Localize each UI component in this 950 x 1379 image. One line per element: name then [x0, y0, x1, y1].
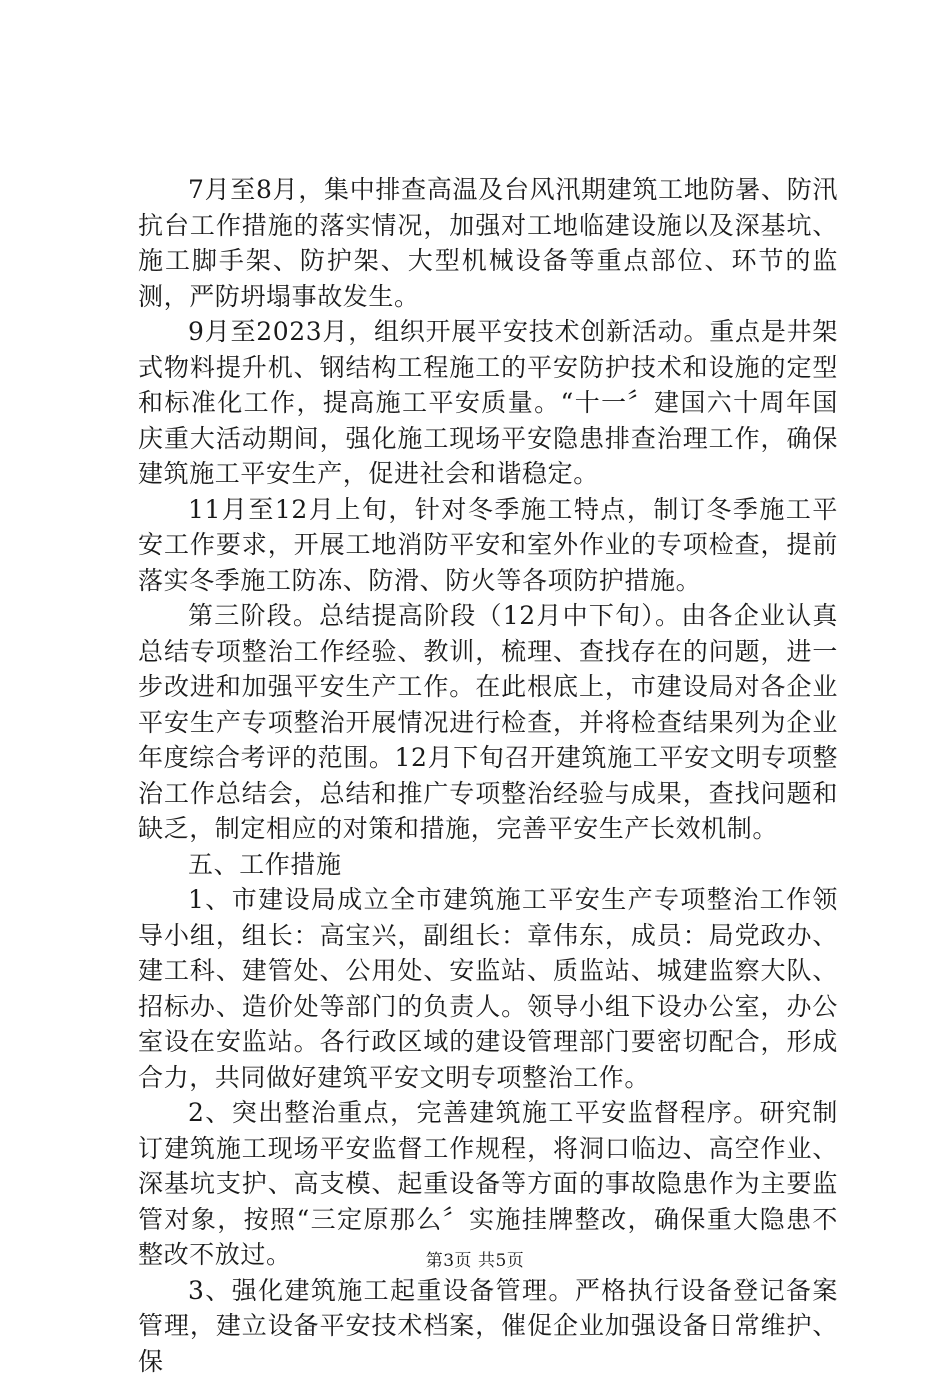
section-heading-work-measures: 五、工作措施 [138, 847, 838, 883]
page-footer: 第3页 共5页 [0, 1246, 950, 1271]
paragraph-measure-3: 3、强化建筑施工起重设备管理。严格执行设备登记备案管理，建立设备平安技术档案，催促企业加强设备日常维护、保 [138, 1273, 838, 1379]
paragraph-measure-1: 1、市建设局成立全市建筑施工平安生产专项整治工作领导小组，组长：高宝兴，副组长：章伟东，成员：局党政办、建工科、建管处、公用处、安监站、质监站、城建监察大队、招标办、造价处等部门的负责人。领导小组下设办公室，办公室设在安监站。各行政区域的建设管理部门要密切配合，形成合力，共同做好建筑平安文明专项整治工作。 [138, 882, 838, 1095]
document-body [138, 172, 838, 1379]
paragraph-measure-2: 2、突出整治重点，完善建筑施工平安监督程序。研究制订建筑施工现场平安监督工作规程，将洞口临边、高空作业、深基坑支护、高支模、起重设备等方面的事故隐患作为主要监管对象，按照“三定原那么〞实施挂牌整改，确保重大隐患不整改不放过。 [138, 1095, 838, 1273]
paragraph-summer-inspection: 7月至8月，集中排查高温及台风汛期建筑工地防暑、防汛抗台工作措施的落实情况，加强对工地临建设施以及深基坑、施工脚手架、防护架、大型机械设备等重点部位、环节的监测，严防坍塌事故发生。 [138, 172, 838, 314]
paragraph-winter-construction: 11月至12月上旬，针对冬季施工特点，制订冬季施工平安工作要求，开展工地消防平安和室外作业的专项检查，提前落实冬季施工防冻、防滑、防火等各项防护措施。 [138, 492, 838, 599]
paragraph-phase-three: 第三阶段。总结提高阶段（12月中下旬）。由各企业认真总结专项整治工作经验、教训，梳理、查找存在的问题，进一步改进和加强平安生产工作。在此根底上，市建设局对各企业平安生产专项整治开展情况进行检查，并将检查结果列为企业年度综合考评的范围。12月下旬召开建筑施工平安文明专项整治工作总结会，总结和推广专项整治经验与成果，查找问题和缺乏，制定相应的对策和措施，完善平安生产长效机制。 [138, 598, 838, 847]
paragraph-technology-innovation: 9月至2023月，组织开展平安技术创新活动。重点是井架式物料提升机、钢结构工程施工的平安防护技术和设施的定型和标准化工作，提高施工平安质量。“十一〞建国六十周年国庆重大活动期间，强化施工现场平安隐患排查治理工作，确保建筑施工平安生产，促进社会和谐稳定。 [138, 314, 838, 492]
